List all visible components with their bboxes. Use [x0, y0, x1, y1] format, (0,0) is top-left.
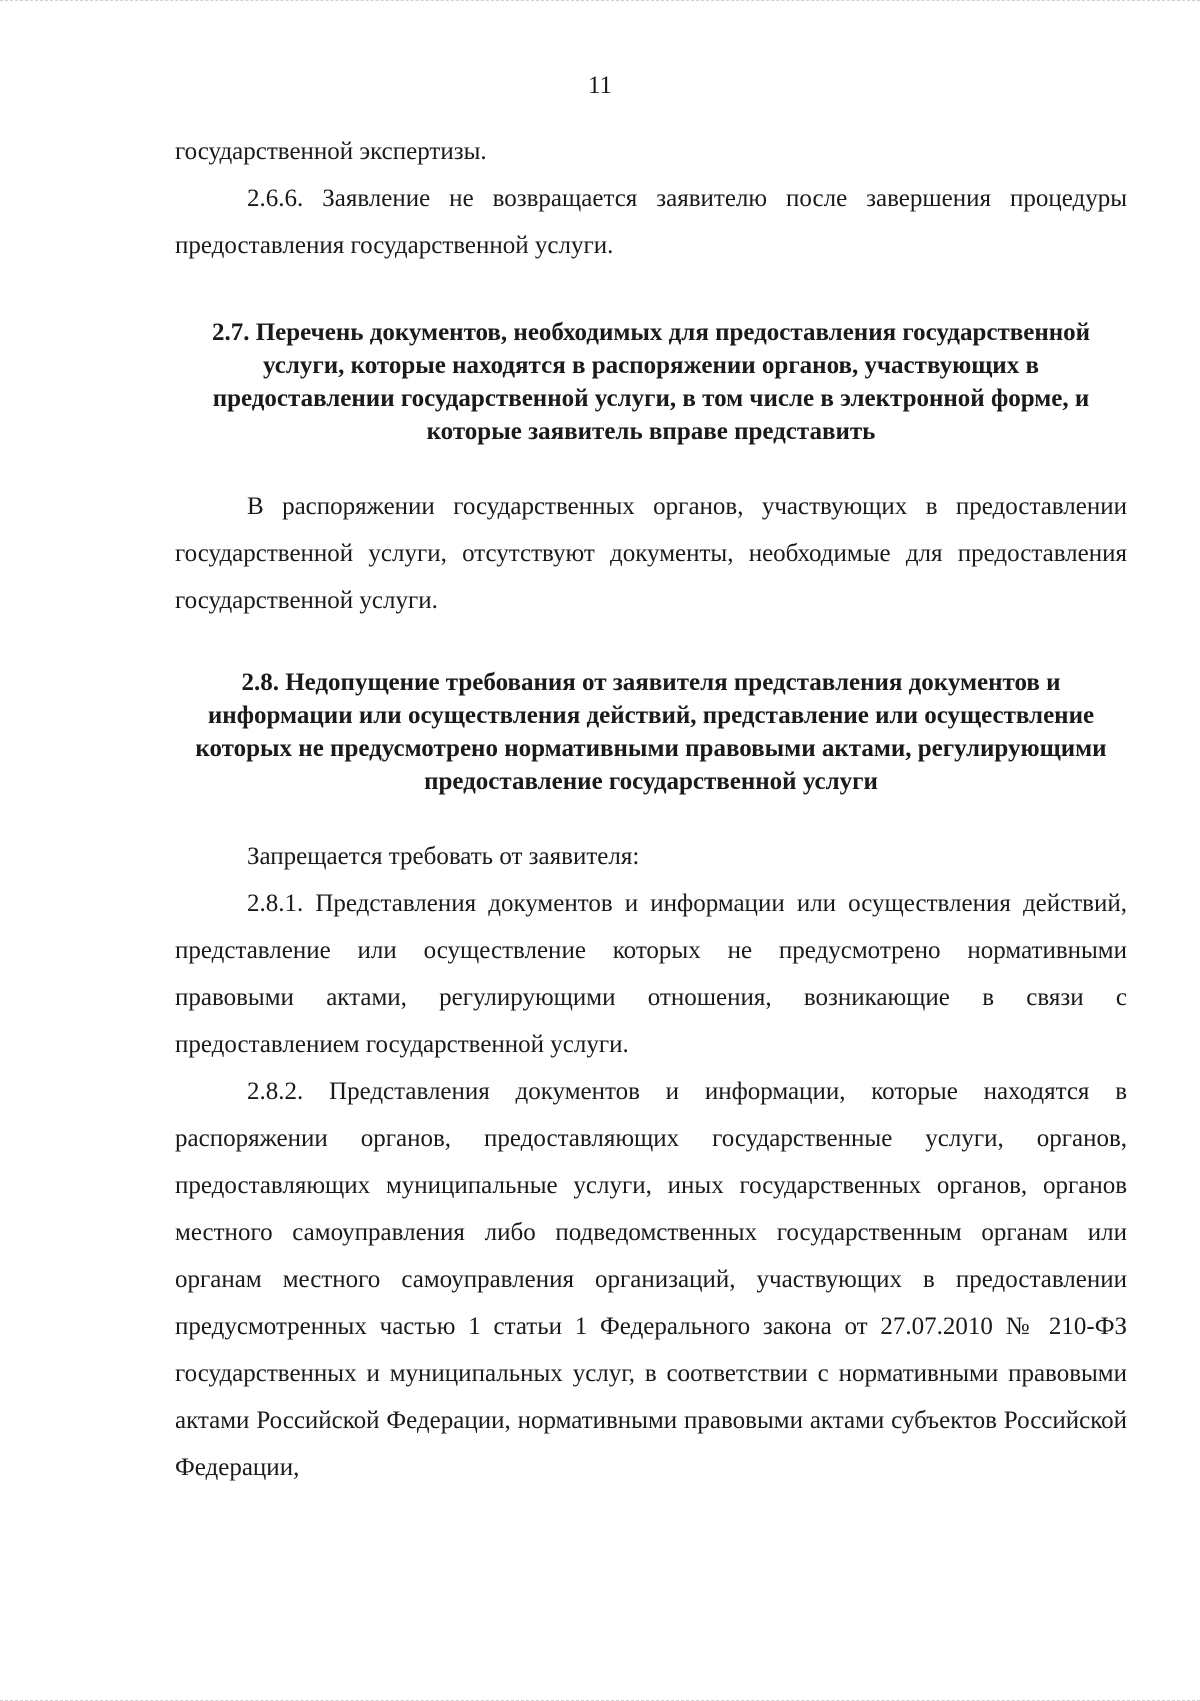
page-number: 11 — [587, 72, 613, 99]
paragraph-2-7-body: В распоряжении государственных органов, участвующих в предоставлении государственной услуги, отсутствуют документы, необходимые для предоставления государственной услуги. — [175, 493, 1127, 614]
paragraph-continuation: государственной экспертизы. — [175, 138, 487, 165]
paragraph-2-8-1: 2.8.1. Представления документов и информации или осуществления действий, представление или осуществление которых не предусмотрено нормативными правовыми актами, регулирующими отношения, возникающие в связи с предоставлением государственной услуги. — [175, 890, 1127, 1058]
scan-top-edge — [0, 0, 1200, 11]
paragraph-2-8-intro: Запрещается требовать от заявителя: — [247, 843, 640, 870]
scan-bottom-edge — [0, 1690, 1200, 1701]
paragraph-2-8-2: 2.8.2. Представления документов и информации, которые находятся в распоряжении органов, предоставляющих государственные услуги, органов, предоставляющих муниципальные услуги, иных государственных органов, органов местного самоуправления либо подведомственных государственным органам или органам местного самоуправления организаций, участвующих в предоставлении предусмотренных частью 1 статьи 1 Федерального закона от 27.07.2010 № 210-ФЗ государственных и муниципальных услуг, в соответствии с нормативными правовыми актами Российской Федерации, нормативными правовыми актами субъектов Российской Федерации, — [175, 1078, 1127, 1481]
section-heading-2-8: 2.8. Недопущение требования от заявителя представления документов и информации или осуществления действий, представление или осуществление которых не предусмотрено нормативными правовыми актами, регулирующими предоставление государственной услуги — [195, 669, 1107, 795]
paragraph-2-6-6: 2.6.6. Заявление не возвращается заявителю после завершения процедуры предоставления государственной услуги. — [175, 185, 1127, 259]
document-body — [175, 128, 1127, 1491]
section-heading-2-7: 2.7. Перечень документов, необходимых для предоставления государственной услуги, которые находятся в распоряжении органов, участвующих в предоставлении государственной услуги, в том числе в электронной форме, и которые заявитель вправе представить — [211, 319, 1091, 445]
